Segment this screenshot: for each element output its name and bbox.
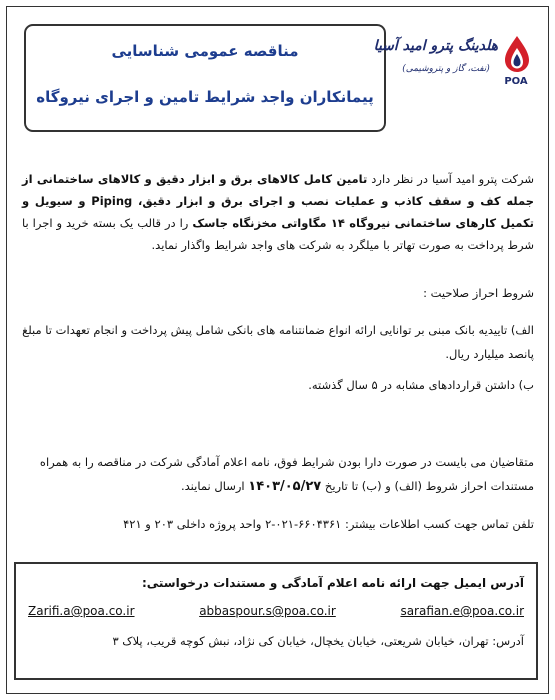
title-box [24,24,386,132]
postal-address: آدرس: تهران، خیابان شریعتی، خیابان یخچال، خیابان کی نژاد، نبش کوچه قریب، پلاک ۳ [112,634,524,648]
conditions-title: شروط احراز صلاحیت : [423,286,534,300]
applicants-text-start: متقاضیان می بایست در صورت دارا بودن شرایط فوق، نامه اعلام آمادگی شرکت در مناقصه را به همراه مستندات احراز شروط (الف) و (ب) تا تاریخ [39,455,534,493]
email-link-zarifi[interactable]: Zarifi.a@poa.co.ir [28,604,135,618]
deadline-date: ۱۴۰۳/۰۵/۲۷ [248,479,322,494]
applicants-text-end: ارسال نمایند. [180,479,249,493]
intro-text-start: شرکت پترو امید آسیا در نظر دارد [367,172,535,186]
company-logo [373,30,534,100]
intro-text-end: را در قالب یک بسته خرید و اجرا با شرط پرداخت به صورت تهاتر با میلگرد به شرکت های واجد شرایط واگذار نماید. [22,216,534,252]
logo-tagline: (نفت، گاز و پتروشیمی) [402,64,490,74]
condition-b: ب) داشتن قراردادهای مشابه در ۵ سال گذشته. [308,378,534,392]
flame-drop-icon [502,34,532,74]
phone-info: تلفن تماس جهت کسب اطلاعات بیشتر: ۶۶۰۴۳۶۱-۰۲۱-۲ واحد پروژه داخلی ۲۰۳ و ۴۲۱ [123,517,534,531]
email-heading: آدرس ایمیل جهت ارائه نامه اعلام آمادگی و مستندات درخواستی: [141,576,524,590]
intro-paragraph [22,168,534,256]
logo-name: هلدینگ پترو امید آسیا [373,38,498,54]
condition-a: الف) تاییدیه بانک مبنی بر توانایی ارائه انواع ضمانتنامه های بانکی شامل پیش پرداخت و انجام تعهدات تا مبلغ پانصد میلیارد ریال. [22,323,534,361]
email-link-abbaspour[interactable]: abbaspour.s@poa.co.ir [199,604,336,618]
address-box [14,562,538,680]
email-list [28,604,524,618]
applicants-paragraph [22,450,534,499]
logo-abbreviation: POA [504,76,528,87]
email-link-sarafian[interactable]: sarafian.e@poa.co.ir [400,604,524,618]
intro-scope-bold: تامین کامل کالاهای برق و ابزار دقیق و کالاهای ساختمانی از جمله کف و سقف کاذب و عملیات نصب و اجرای برق و ابزار دقیق، Piping و سیویل و تکمیل کارهای ساختمانی نیروگاه ۱۴ مگاواتی مخزنگاه جاسک [22,172,535,230]
tender-subtitle: پیمانکاران واجد شرایط تامین و اجرای نیروگاه [36,88,374,106]
tender-title: مناقصه عمومی شناسایی [111,42,299,60]
